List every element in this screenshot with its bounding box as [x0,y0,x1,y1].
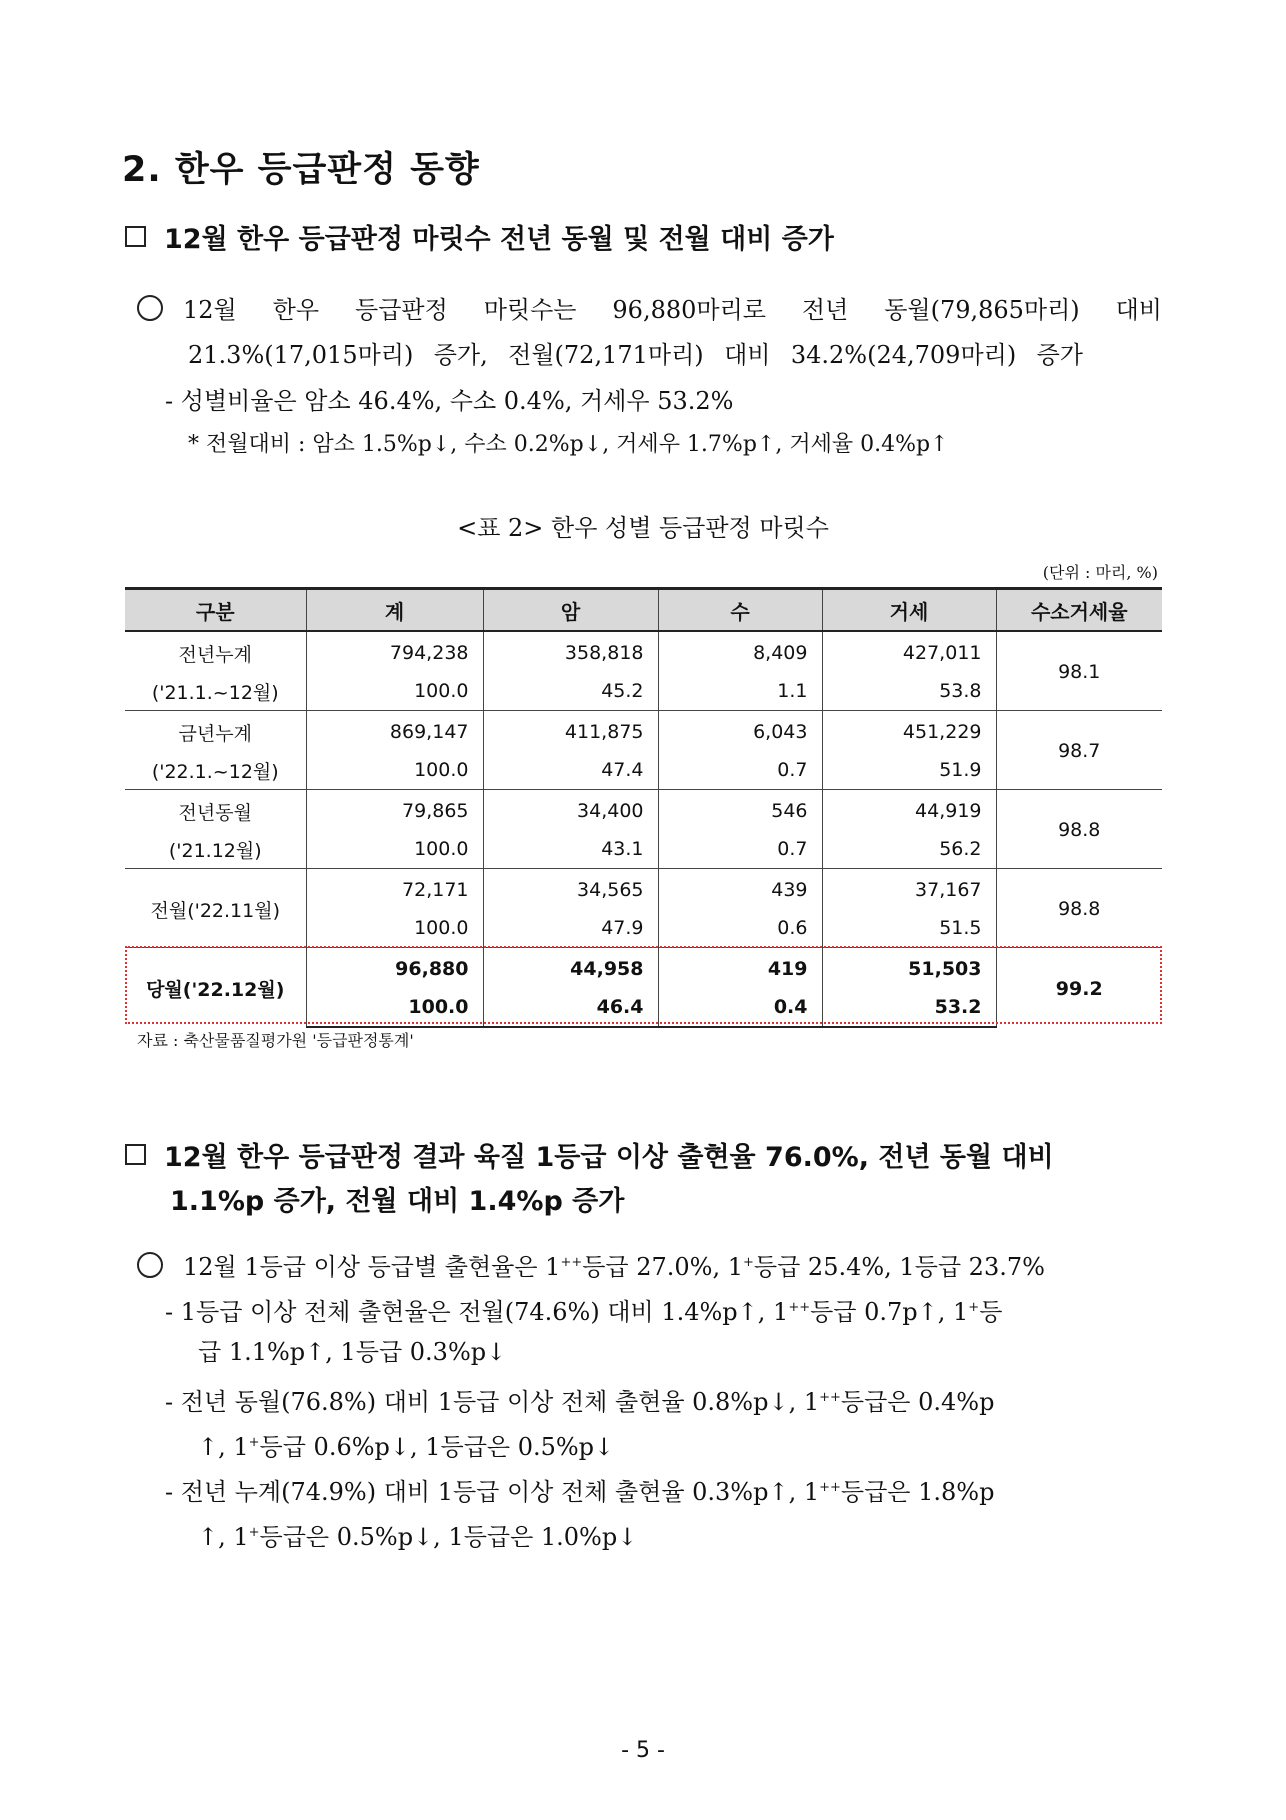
share-cell: 100.0 [306,830,483,869]
page-number: - 5 - [621,1738,665,1763]
box2-heading [125,1136,1054,1180]
text-seg: 등급은 1.8%p [840,1478,995,1506]
section-title: 2. 한우 등급판정 동향 [122,150,480,190]
row-period: ('21.12월) [125,830,306,869]
row-label: 당월('22.12월) [125,948,306,1028]
header-category: 구분 [125,589,306,632]
row-label: 전년동월 [125,790,306,831]
count-cell: 37,167 [822,869,996,910]
box2-circle-para [137,1240,1045,1290]
text-seg: - 전년 동월(76.8%) 대비 1등급 이상 전체 출현율 0.8%p↓, 1 [165,1388,820,1416]
count-cell: 358,818 [483,631,658,672]
table-source: 자료 : 축산물품질평가원 '등급판정통계' [137,1031,414,1050]
share-cell: 45.2 [483,672,658,711]
text-seg: 등급 27.0%, 1 [582,1253,744,1281]
count-cell: 79,865 [306,790,483,831]
circle-bullet-icon [137,295,163,321]
count-cell: 439 [658,869,822,910]
count-cell: 8,409 [658,631,822,672]
share-cell: 0.6 [658,909,822,948]
header-male: 수 [658,589,822,632]
superscript: + [968,1300,980,1315]
box1-para-line2: 21.3%(17,015마리) 증가, 전월(72,171마리) 대비 34.2%(24,709마리) 증가 [188,341,1083,369]
share-cell: 43.1 [483,830,658,869]
count-cell: 546 [658,790,822,831]
share-cell: 0.7 [658,830,822,869]
share-cell: 0.7 [658,751,822,790]
box1-heading [125,218,834,262]
row-period: ('21.1.~12월) [125,672,306,711]
rate-cell: 98.8 [996,790,1162,869]
superscript: ++ [560,1255,583,1270]
text-seg: - 전년 누계(74.9%) 대비 1등급 이상 전체 출현율 0.3%p↑, 1 [165,1478,820,1506]
text-seg: ↑, 1 [198,1523,249,1551]
count-cell: 427,011 [822,631,996,672]
share-cell: 1.1 [658,672,822,711]
share-cell: 47.9 [483,909,658,948]
circle-bullet-icon [137,1252,163,1278]
count-cell: 411,875 [483,711,658,752]
header-female: 암 [483,589,658,632]
text-seg: 등급 25.4%, 1등급 23.7% [753,1253,1045,1281]
table-row [125,711,1162,752]
table-caption: <표 2> 한우 성별 등급판정 마릿수 [457,514,829,542]
box1-para-line1 [137,288,1162,333]
row-period: ('22.1.~12월) [125,751,306,790]
row-label: 전월('22.11월) [125,869,306,948]
count-cell: 34,565 [483,869,658,910]
share-cell: 53.8 [822,672,996,711]
checkbox-square-icon [125,226,146,247]
box1-note: * 전월대비 : 암소 1.5%p↓, 수소 0.2%p↓, 거세우 1.7%p↑, 거세율 0.4%p↑ [188,432,949,457]
text-seg: 등급은 0.4%p [840,1388,995,1416]
table-row [125,631,1162,672]
count-cell: 44,958 [483,948,658,989]
count-cell: 451,229 [822,711,996,752]
header-castration-rate: 수소거세율 [996,589,1162,632]
count-cell: 51,503 [822,948,996,989]
box2-heading-line1: 12월 한우 등급판정 결과 육질 1등급 이상 출현율 76.0%, 전년 동월 대비 [164,1142,1054,1173]
table-row [125,869,1162,910]
text-seg: 12월 1등급 이상 등급별 출현율은 1 [183,1253,561,1281]
highlight-box [125,946,1162,1024]
superscript: + [248,1435,260,1450]
share-cell: 100.0 [306,988,483,1027]
count-cell: 44,919 [822,790,996,831]
superscript: ++ [819,1390,841,1405]
count-cell: 72,171 [306,869,483,910]
count-cell: 869,147 [306,711,483,752]
header-steer: 거세 [822,589,996,632]
checkbox-square-icon [125,1144,146,1165]
box2-dash3-line2 [198,1510,637,1560]
share-cell: 56.2 [822,830,996,869]
share-cell: 53.2 [822,988,996,1027]
share-cell: 51.9 [822,751,996,790]
count-cell: 419 [658,948,822,989]
row-label: 금년누계 [125,711,306,752]
box2-dash3 [165,1465,994,1515]
text-seg: ↑, 1 [198,1433,249,1461]
share-cell: 100.0 [306,751,483,790]
header-total: 계 [306,589,483,632]
share-cell: 46.4 [483,988,658,1027]
count-cell: 96,880 [306,948,483,989]
row-label: 전년누계 [125,631,306,672]
rate-cell: 98.7 [996,711,1162,790]
text-seg: 등 [979,1298,1003,1326]
box1-dash-item: - 성별비율은 암소 46.4%, 수소 0.4%, 거세우 53.2% [165,387,734,415]
superscript: ++ [788,1300,811,1315]
superscript: + [248,1525,260,1540]
share-cell: 0.4 [658,988,822,1027]
superscript: ++ [819,1480,841,1495]
count-cell: 34,400 [483,790,658,831]
box1-paragraph [137,288,1162,333]
text-seg: 등급 0.7p↑, 1 [810,1298,969,1326]
box2-dash1-line2: 급 1.1%p↑, 1등급 0.3%p↓ [198,1338,507,1366]
share-cell: 47.4 [483,751,658,790]
share-cell: 51.5 [822,909,996,948]
count-cell: 794,238 [306,631,483,672]
box1-para-line1-text: 12월 한우 등급판정 마릿수는 96,880마리로 전년 동월(79,865마리) 대비 [183,296,1162,324]
box1-heading-text: 12월 한우 등급판정 마릿수 전년 동월 및 전월 대비 증가 [164,224,834,255]
rate-cell: 98.8 [996,869,1162,948]
count-cell: 6,043 [658,711,822,752]
table-unit: (단위 : 마리, %) [1042,563,1158,582]
text-seg: 등급 0.6%p↓, 1등급은 0.5%p↓ [259,1433,615,1461]
share-cell: 100.0 [306,909,483,948]
superscript: + [743,1255,754,1270]
box2-dash1 [165,1285,1002,1335]
box2-dash2 [165,1375,994,1425]
rate-cell: 99.2 [996,948,1162,1028]
table-row [125,790,1162,831]
box2-heading-line2: 1.1%p 증가, 전월 대비 1.4%p 증가 [170,1186,625,1217]
table-header-row [125,589,1162,632]
rate-cell: 98.1 [996,631,1162,711]
text-seg: - 1등급 이상 전체 출현율은 전월(74.6%) 대비 1.4%p↑, 1 [165,1298,789,1326]
share-cell: 100.0 [306,672,483,711]
text-seg: 등급은 0.5%p↓, 1등급은 1.0%p↓ [259,1523,638,1551]
box2-dash2-line2 [198,1420,614,1470]
